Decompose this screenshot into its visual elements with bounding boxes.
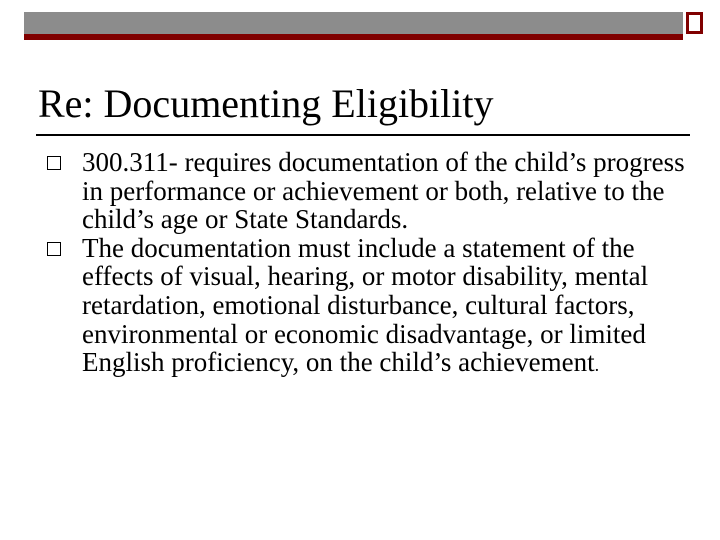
header-corner-box <box>686 12 703 34</box>
square-bullet-icon <box>47 156 61 170</box>
bullet-end-period: . <box>594 355 600 376</box>
bullet-item <box>40 234 690 380</box>
title-underline <box>36 134 690 136</box>
slide-title: Re: Documenting Eligibility <box>38 81 494 126</box>
square-bullet-icon <box>47 242 61 256</box>
header-band <box>24 12 683 40</box>
bullet-text: 300.311- requires documentation of the child’s progress in performance or achievement or both, relative to the child’s age or State Standards. <box>82 147 685 235</box>
bullet-item <box>40 148 690 234</box>
bullet-list <box>40 148 690 380</box>
bullet-text: The documentation must include a statement of the effects of visual, hearing, or motor disability, mental retardation, emotional disturbance, cultural factors, environmental or economic disadvantage, or limited English proficiency, on the child’s achievement <box>82 232 649 378</box>
